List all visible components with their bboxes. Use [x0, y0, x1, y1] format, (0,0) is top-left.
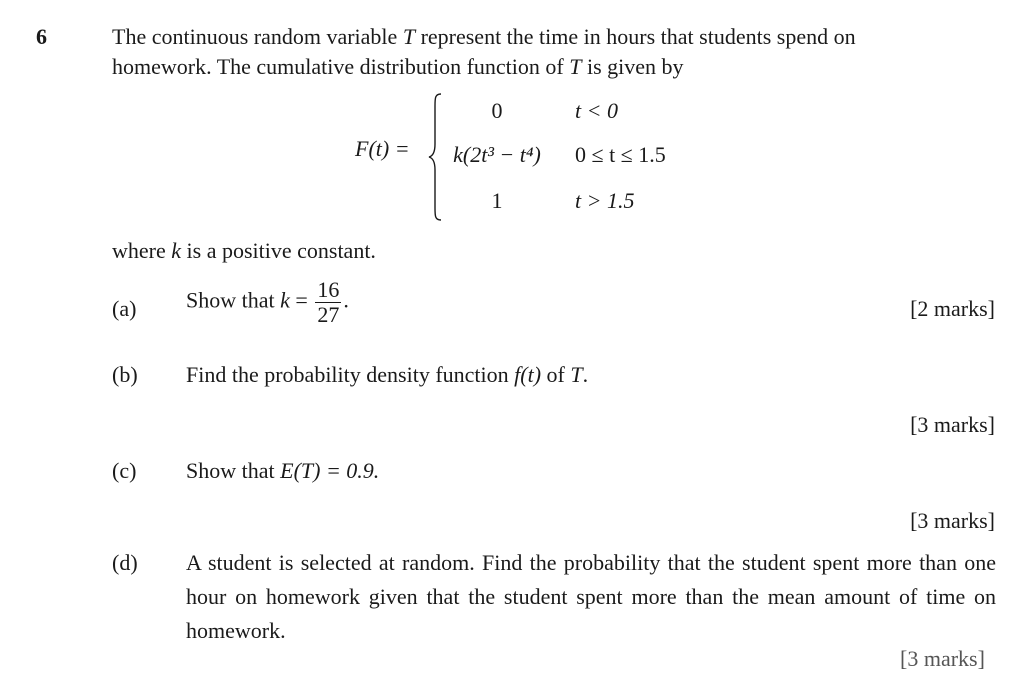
cdf-row-condition: t > 1.5: [575, 188, 635, 213]
cdf-lhs-text: F(t) =: [355, 136, 410, 161]
part-c-marks: [3 marks]: [910, 508, 995, 533]
cdf-lhs: [355, 134, 410, 164]
note-text: is a positive constant.: [181, 238, 376, 263]
note-text: where: [112, 238, 172, 263]
expectation-expression: E(T) = 0.9.: [280, 458, 380, 483]
part-text: Show that: [186, 287, 281, 313]
intro-line-1: [112, 22, 992, 52]
part-d-marks-partial: [3 marks]: [900, 646, 985, 671]
fraction-denominator: 27: [317, 302, 340, 328]
cdf-row-condition: t < 0: [575, 98, 618, 123]
part-d-label: (d): [112, 550, 138, 575]
part-c-label: (c): [112, 458, 137, 483]
left-brace-icon: [427, 92, 443, 222]
fraction: [315, 278, 341, 327]
constant-note: [112, 236, 376, 266]
part-text: of: [541, 362, 571, 387]
variable-T: T: [569, 53, 582, 79]
part-a-body: [186, 278, 349, 327]
part-c-body: [186, 456, 379, 486]
part-text: Find the probability density function: [186, 362, 515, 387]
part-b-body: [186, 360, 588, 390]
question-intro: [112, 22, 992, 81]
variable-k: k: [280, 287, 290, 313]
equals-sign: =: [289, 287, 314, 313]
cdf-row: [447, 186, 697, 216]
part-text: .: [343, 287, 349, 313]
cdf-row-expression: k(2t³ − t⁴): [453, 142, 541, 167]
intro-text: represent the time in hours that students spend on: [415, 24, 856, 49]
variable-T: T: [402, 24, 416, 49]
question-number: 6: [36, 24, 47, 49]
part-d-body: A student is selected at random. Find the probability that the student spent more than one hour on homework given that the student spent more than the mean amount of time on homework.: [186, 550, 996, 643]
cdf-piecewise-definition: [355, 92, 695, 222]
cdf-row: [447, 140, 697, 170]
cdf-row-expression: 1: [491, 188, 503, 213]
part-text: Show that: [186, 458, 281, 483]
variable-T: T: [570, 362, 583, 387]
part-a-marks: [2 marks]: [910, 296, 995, 321]
intro-text: The continuous random variable: [112, 24, 403, 49]
intro-text: homework. The cumulative distribution function of: [112, 53, 570, 79]
cdf-row: [447, 96, 697, 126]
part-b-marks: [3 marks]: [910, 412, 995, 437]
fraction-numerator: 16: [317, 277, 340, 302]
part-a-label: (a): [112, 296, 137, 321]
variable-k: k: [171, 238, 182, 263]
part-text: .: [582, 362, 589, 387]
part-b-label: (b): [112, 362, 138, 387]
cdf-row-condition: 0 ≤ t ≤ 1.5: [575, 142, 666, 167]
intro-line-2: [112, 52, 992, 82]
function-f-of-t: f(t): [514, 362, 542, 387]
cdf-row-expression: 0: [491, 98, 503, 123]
intro-text: is given by: [581, 53, 684, 79]
